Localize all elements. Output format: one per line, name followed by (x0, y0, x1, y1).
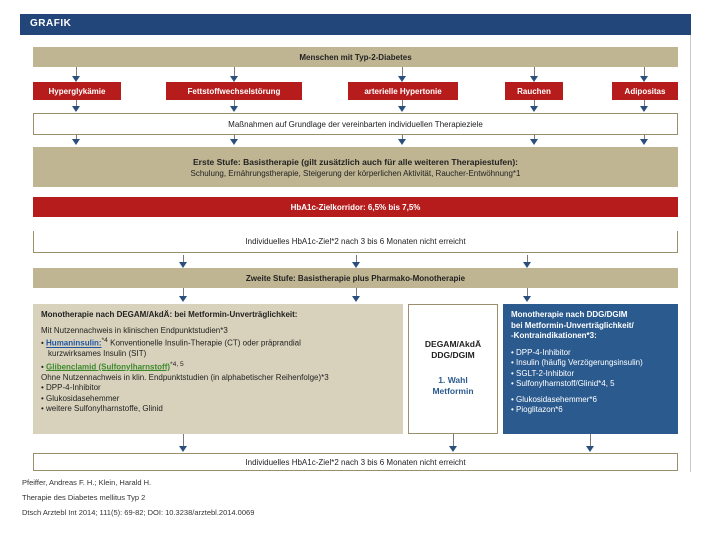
glibenclamid-sup: *4, 5 (170, 360, 184, 368)
first-stage-subtitle: Schulung, Ernährungstherapie, Steigerung der körperlichen Aktivität, Raucher-Entwöhnung*1 (190, 168, 521, 178)
metformin-guidelines (409, 339, 497, 360)
risk-hyperglykaemie (33, 82, 121, 100)
population-box (33, 47, 678, 67)
right-monotherapy-panel (503, 304, 678, 434)
risk-fettstoffwechsel (166, 82, 302, 100)
humaninsulin-name: Humaninsulin: (46, 338, 102, 348)
check-box-1 (33, 231, 678, 253)
risk-label: arterielle Hypertonie (364, 86, 442, 96)
left-list-item: • Glukosidasehemmer (41, 393, 120, 403)
right-list-2 (511, 395, 670, 416)
first-choice (409, 375, 497, 396)
guideline-degam: DEGAM/AkdÄ (424, 339, 482, 349)
measures-label: Maßnahmen auf Grundlage der vereinbarten individuellen Therapieziele (228, 119, 483, 129)
right-item-text: SGLT-2-Inhibitor (516, 368, 575, 378)
right-title-2: bei Metformin-Unverträglichkeit/ (511, 320, 634, 330)
hba1c-corridor-label: HbA1c-Zielkorridor: 6,5% bis 7,5% (290, 202, 421, 212)
diagram-header (20, 14, 691, 35)
risk-label: Adipositas (624, 86, 666, 96)
first-stage-box (33, 147, 678, 187)
check-box-2 (33, 453, 678, 471)
left-list-item: • DPP-4-Inhibitor (41, 383, 101, 393)
risk-adipositas (612, 82, 678, 100)
population-label: Menschen mit Typ-2-Diabetes (299, 52, 412, 62)
metformin-panel (408, 304, 498, 434)
right-item-text: DPP-4-Inhibitor (516, 347, 571, 357)
citation-title: Therapie des Diabetes mellitus Typ 2 (22, 493, 146, 502)
second-stage-box (33, 268, 678, 288)
right-list-item: • DPP-4-Inhibitor (511, 347, 571, 357)
hba1c-corridor-box (33, 197, 678, 217)
right-list-item: • Pioglitazon*6 (511, 405, 563, 414)
guideline-ddg: DDG/DGIM (431, 349, 475, 360)
humaninsulin-sup: *4 (101, 337, 108, 344)
right-item-text: Sulfonylharnstoff/Glinid*4, 5 (516, 379, 615, 388)
left-item-text: weitere Sulfonylharnstoffe, Glinid (46, 404, 163, 414)
right-list-item: • SGLT-2-Inhibitor (511, 368, 575, 378)
left-item-text: DPP-4-Inhibitor (46, 383, 101, 393)
right-item-text: Pioglitazon*6 (516, 405, 563, 414)
right-item-text: Glukosidasehemmer*6 (516, 394, 597, 404)
risk-hypertonie (348, 82, 458, 100)
check-label-2: Individuelles HbA1c-Ziel*2 nach 3 bis 6 Monaten nicht erreicht (245, 457, 466, 467)
humaninsulin-text2: kurzwirksames Insulin (SIT) (48, 349, 147, 359)
left-list-item: • weitere Sulfonylharnstoffe, Glinid (41, 404, 163, 414)
measures-box (33, 113, 678, 135)
citation-source: Dtsch Arztebl Int 2014; 111(5): 69-82; DOI: 10.3238/arztebl.2014.0069 (22, 508, 255, 517)
citation-authors: Pfeiffer, Andreas F. H.; Klein, Harald H. (22, 478, 152, 487)
risk-label: Fettstoffwechselstörung (187, 86, 281, 96)
right-list-1 (511, 348, 670, 390)
humaninsulin-text: Konventionelle Insulin-Therapie (CT) oder präprandial (110, 338, 301, 348)
check-label-1: Individuelles HbA1c-Ziel*2 nach 3 bis 6 Monaten nicht erreicht (245, 237, 466, 246)
second-stage-label: Zweite Stufe: Basistherapie plus Pharmako-Monotherapie (245, 273, 466, 283)
risk-label: Rauchen (517, 86, 551, 96)
with-evidence-label: Mit Nutzennachweis in klinischen Endpunktstudien*3 (41, 325, 228, 335)
glibenclamid-name: Glibenclamid (Sulfonylharnstoff) (46, 362, 171, 372)
first-stage-title: Erste Stufe: Basistherapie (gilt zusätzlich auch für alle weiteren Therapiestufen): (193, 156, 518, 167)
first-choice-drug: Metformin (432, 385, 474, 396)
left-item-text: Glukosidasehemmer (46, 393, 120, 403)
left-panel-title: Monotherapie nach DEGAM/AkdÄ: bei Metformin-Unverträglichkeit: (41, 310, 298, 319)
risk-label: Hyperglykämie (48, 86, 106, 96)
left-monotherapy-panel (33, 304, 403, 434)
without-evidence-label: Ohne Nutzennachweis in klin. Endpunktstudien (in alphabetischer Reihenfolge)*3 (41, 372, 329, 382)
left-item-humaninsulin: • Humaninsulin:$^{*4}$ Konventionelle Insulin-Therapie (CT) oder präprandial (41, 337, 301, 348)
first-choice-label: 1. Wahl (438, 375, 468, 385)
right-item-text: Insulin (häufig Verzögerungsinsulin) (516, 358, 643, 367)
left-item-glibenclamid: • Glibenclamid (Sulfonylharnstoff)$^{*4, 5}$ (41, 360, 184, 372)
right-list-item: • Insulin (häufig Verzögerungsinsulin) (511, 358, 643, 367)
right-list-item: • Glukosidasehemmer*6 (511, 394, 597, 404)
right-title-1: Monotherapie nach DDG/DGIM (511, 310, 628, 319)
header-title: GRAFIK (30, 18, 72, 29)
risk-rauchen (505, 82, 563, 100)
right-list-item: • Sulfonylharnstoff/Glinid*4, 5 (511, 379, 615, 388)
right-title-3: -Kontraindikationen*3: (511, 331, 597, 340)
